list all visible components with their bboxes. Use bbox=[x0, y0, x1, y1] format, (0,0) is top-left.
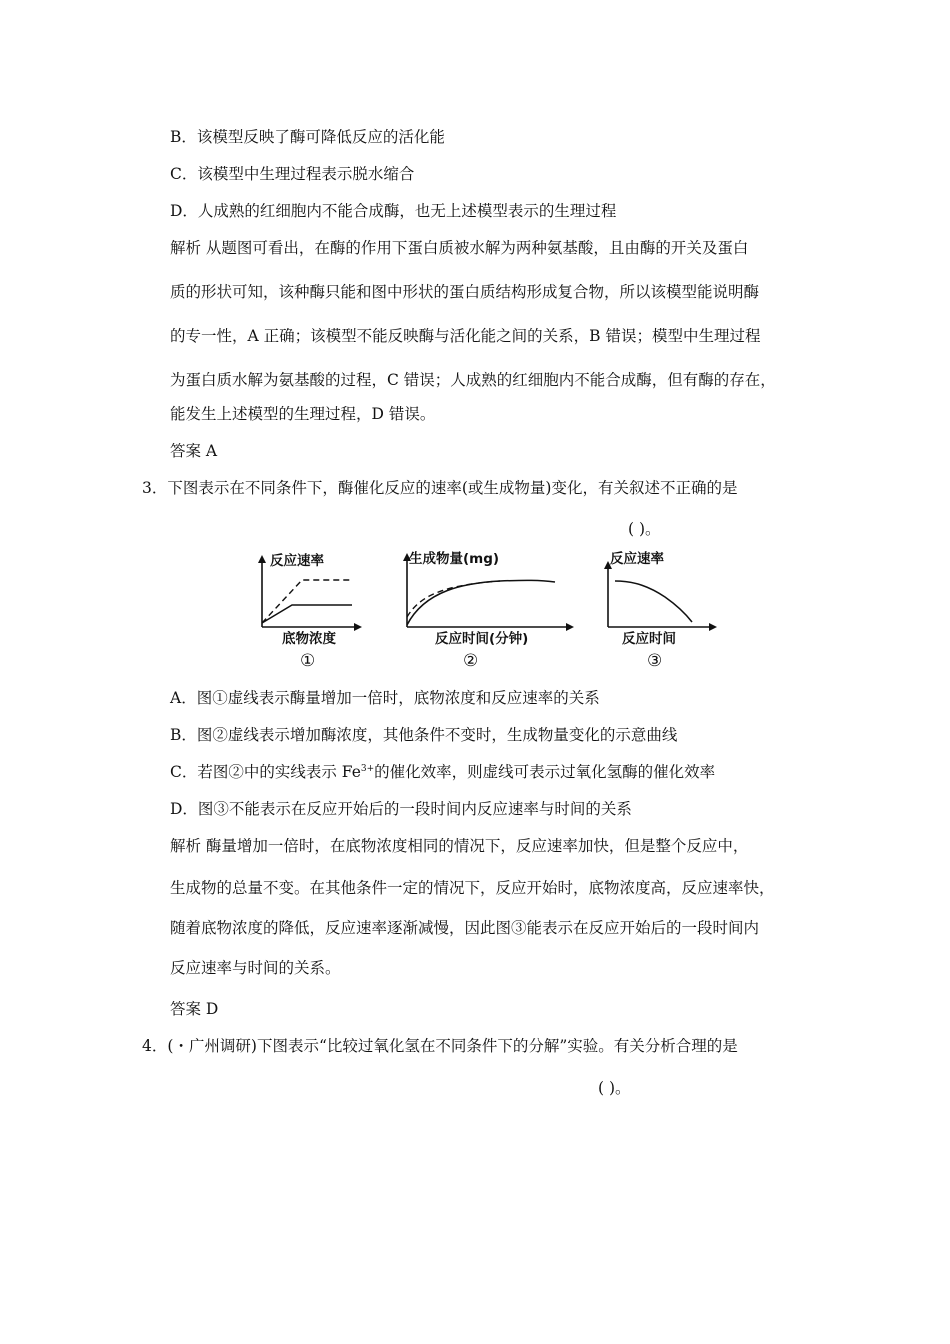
q2-answer: 答案 A bbox=[170, 442, 218, 460]
q3-option-c-sup: 3+ bbox=[360, 763, 375, 774]
graph-2-xlabel: 反应时间(分钟) bbox=[435, 631, 529, 647]
q2-analysis-line: 质的形状可知，该种酶只能和图中形状的蛋白质结构形成复合物，所以该模型能说明酶 bbox=[170, 283, 760, 301]
graph-1-number: ① bbox=[300, 651, 316, 671]
q2-option-c: C．该模型中生理过程表示脱水缩合 bbox=[170, 165, 415, 183]
graph-1-dashed-curve bbox=[262, 580, 352, 623]
q3-analysis-line: 生成物的总量不变。在其他条件一定的情况下，反应开始时，底物浓度高，反应速率快， bbox=[170, 879, 775, 897]
graph-3-xlabel: 反应时间 bbox=[622, 631, 676, 647]
q3-option-b: B．图②虚线表示增加酶浓度，其他条件不变时，生成物量变化的示意曲线 bbox=[170, 726, 678, 744]
q3-option-c bbox=[170, 762, 715, 782]
q4-stem: 4．(・广州调研)下图表示“比较过氧化氢在不同条件下的分解”实验。有关分析合理的是 bbox=[142, 1037, 738, 1055]
graph-3 bbox=[608, 550, 715, 671]
q2-analysis-line: 为蛋白质水解为氨基酸的过程，C 错误；人成熟的红细胞内不能合成酶，但有酶的存在， bbox=[170, 371, 776, 389]
q3-option-c-post: 的催化效率，则虚线可表示过氧化氢酶的催化效率 bbox=[374, 763, 716, 781]
q3-analysis-line: 反应速率与时间的关系。 bbox=[170, 959, 341, 977]
graph-3-curve bbox=[615, 581, 692, 622]
q3-option-a: A．图①虚线表示酶量增加一倍时，底物浓度和反应速率的关系 bbox=[170, 689, 600, 707]
q2-option-d: D．人成熟的红细胞内不能合成酶，也无上述模型表示的生理过程 bbox=[170, 202, 617, 220]
graph-1 bbox=[262, 552, 360, 671]
graph-2-number: ② bbox=[463, 651, 479, 671]
q2-option-b: B．该模型反映了酶可降低反应的活化能 bbox=[170, 128, 445, 146]
graph-2 bbox=[407, 550, 572, 671]
q3-answer: 答案 D bbox=[170, 1000, 219, 1018]
q3-option-c-pre: C．若图②中的实线表示 Fe bbox=[170, 763, 361, 781]
graph-2-ylabel: 生成物量(mg) bbox=[409, 551, 500, 567]
q3-option-d: D．图③不能表示在反应开始后的一段时间内反应速率与时间的关系 bbox=[170, 800, 632, 818]
q3-analysis-line: 随着底物浓度的降低，反应速率逐渐减慢，因此图③能表示在反应开始后的一段时间内 bbox=[170, 919, 760, 937]
q3-analysis-line: 解析 酶量增加一倍时，在底物浓度相同的情况下，反应速率加快，但是整个反应中， bbox=[170, 837, 749, 855]
q2-analysis-line: 能发生上述模型的生理过程，D 错误。 bbox=[170, 405, 436, 423]
q2-analysis-line: 解析 从题图可看出，在酶的作用下蛋白质被水解为两种氨基酸，且由酶的开关及蛋白 bbox=[170, 239, 749, 257]
q3-stem: 3．下图表示在不同条件下，酶催化反应的速率(或生成物量)变化，有关叙述不正确的是 bbox=[142, 479, 738, 497]
graph-2-solid-curve bbox=[407, 580, 555, 625]
q4-answer-bracket: ( )。 bbox=[598, 1079, 631, 1097]
q3-answer-bracket: ( )。 bbox=[628, 520, 661, 538]
graph-2-dashed-curve bbox=[407, 581, 500, 617]
graph-3-ylabel: 反应速率 bbox=[610, 551, 664, 567]
q3-figure-svg bbox=[250, 545, 730, 675]
q3-figure bbox=[250, 545, 730, 675]
graph-1-ylabel: 反应速率 bbox=[270, 553, 324, 569]
graph-3-number: ③ bbox=[647, 651, 663, 671]
graph-1-xlabel: 底物浓度 bbox=[282, 631, 336, 647]
q2-analysis-line: 的专一性，A 正确；该模型不能反映酶与活化能之间的关系，B 错误；模型中生理过程 bbox=[170, 327, 761, 345]
